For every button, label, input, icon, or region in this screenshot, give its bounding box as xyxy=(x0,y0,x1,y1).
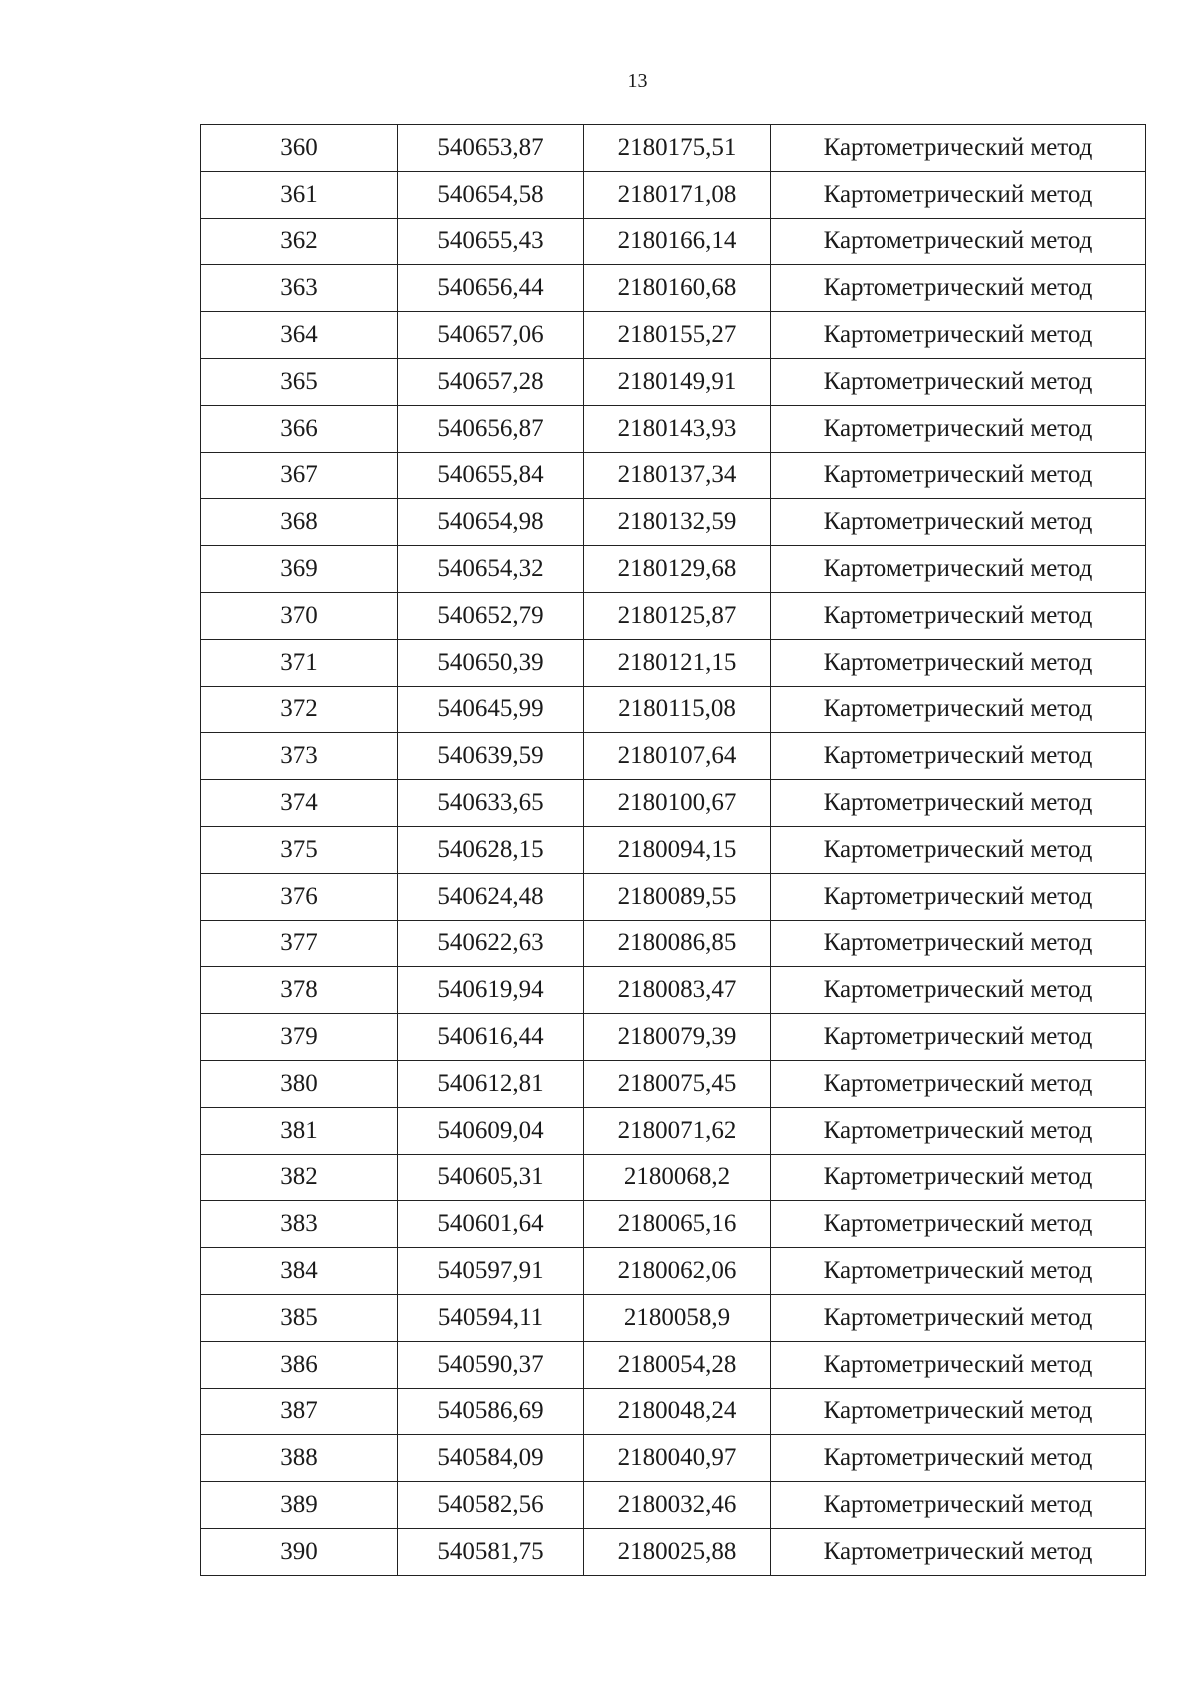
y-coordinate-cell: 2180137,34 xyxy=(584,452,771,499)
method-cell: Картометрический метод xyxy=(771,1014,1146,1061)
x-coordinate-cell: 540597,91 xyxy=(398,1248,584,1295)
y-coordinate-cell: 2180107,64 xyxy=(584,733,771,780)
y-coordinate-cell: 2180054,28 xyxy=(584,1341,771,1388)
y-coordinate-cell: 2180062,06 xyxy=(584,1248,771,1295)
table-row xyxy=(201,1388,1146,1435)
table-row xyxy=(201,1201,1146,1248)
y-coordinate-cell: 2180089,55 xyxy=(584,873,771,920)
point-number-cell: 361 xyxy=(201,171,398,218)
x-coordinate-cell: 540650,39 xyxy=(398,639,584,686)
table-row xyxy=(201,1341,1146,1388)
y-coordinate-cell: 2180132,59 xyxy=(584,499,771,546)
x-coordinate-cell: 540655,84 xyxy=(398,452,584,499)
x-coordinate-cell: 540653,87 xyxy=(398,125,584,172)
point-number-cell: 360 xyxy=(201,125,398,172)
table-row xyxy=(201,920,1146,967)
y-coordinate-cell: 2180129,68 xyxy=(584,546,771,593)
table-row xyxy=(201,1248,1146,1295)
point-number-cell: 386 xyxy=(201,1341,398,1388)
table-row xyxy=(201,312,1146,359)
method-cell: Картометрический метод xyxy=(771,358,1146,405)
x-coordinate-cell: 540654,98 xyxy=(398,499,584,546)
method-cell: Картометрический метод xyxy=(771,1435,1146,1482)
y-coordinate-cell: 2180058,9 xyxy=(584,1294,771,1341)
point-number-cell: 387 xyxy=(201,1388,398,1435)
point-number-cell: 381 xyxy=(201,1107,398,1154)
y-coordinate-cell: 2180149,91 xyxy=(584,358,771,405)
method-cell: Картометрический метод xyxy=(771,592,1146,639)
x-coordinate-cell: 540619,94 xyxy=(398,967,584,1014)
point-number-cell: 375 xyxy=(201,826,398,873)
y-coordinate-cell: 2180115,08 xyxy=(584,686,771,733)
point-number-cell: 380 xyxy=(201,1060,398,1107)
y-coordinate-cell: 2180086,85 xyxy=(584,920,771,967)
x-coordinate-cell: 540657,06 xyxy=(398,312,584,359)
table-row xyxy=(201,1294,1146,1341)
table-row xyxy=(201,1528,1146,1575)
x-coordinate-cell: 540612,81 xyxy=(398,1060,584,1107)
point-number-cell: 368 xyxy=(201,499,398,546)
y-coordinate-cell: 2180160,68 xyxy=(584,265,771,312)
method-cell: Картометрический метод xyxy=(771,639,1146,686)
point-number-cell: 382 xyxy=(201,1154,398,1201)
x-coordinate-cell: 540656,44 xyxy=(398,265,584,312)
table-row xyxy=(201,405,1146,452)
method-cell: Картометрический метод xyxy=(771,1294,1146,1341)
method-cell: Картометрический метод xyxy=(771,218,1146,265)
table-row xyxy=(201,125,1146,172)
table-row xyxy=(201,358,1146,405)
x-coordinate-cell: 540652,79 xyxy=(398,592,584,639)
x-coordinate-cell: 540645,99 xyxy=(398,686,584,733)
y-coordinate-cell: 2180100,67 xyxy=(584,780,771,827)
x-coordinate-cell: 540639,59 xyxy=(398,733,584,780)
method-cell: Картометрический метод xyxy=(771,312,1146,359)
x-coordinate-cell: 540616,44 xyxy=(398,1014,584,1061)
y-coordinate-cell: 2180083,47 xyxy=(584,967,771,1014)
y-coordinate-cell: 2180079,39 xyxy=(584,1014,771,1061)
page-number: 13 xyxy=(627,70,648,92)
table-row xyxy=(201,1107,1146,1154)
x-coordinate-cell: 540633,65 xyxy=(398,780,584,827)
point-number-cell: 383 xyxy=(201,1201,398,1248)
point-number-cell: 366 xyxy=(201,405,398,452)
point-number-cell: 364 xyxy=(201,312,398,359)
table-row xyxy=(201,826,1146,873)
point-number-cell: 367 xyxy=(201,452,398,499)
point-number-cell: 376 xyxy=(201,873,398,920)
method-cell: Картометрический метод xyxy=(771,1060,1146,1107)
method-cell: Картометрический метод xyxy=(771,733,1146,780)
method-cell: Картометрический метод xyxy=(771,546,1146,593)
method-cell: Картометрический метод xyxy=(771,967,1146,1014)
x-coordinate-cell: 540582,56 xyxy=(398,1482,584,1529)
x-coordinate-cell: 540605,31 xyxy=(398,1154,584,1201)
x-coordinate-cell: 540594,11 xyxy=(398,1294,584,1341)
point-number-cell: 390 xyxy=(201,1528,398,1575)
x-coordinate-cell: 540655,43 xyxy=(398,218,584,265)
x-coordinate-cell: 540624,48 xyxy=(398,873,584,920)
point-number-cell: 389 xyxy=(201,1482,398,1529)
table-row xyxy=(201,1154,1146,1201)
y-coordinate-cell: 2180094,15 xyxy=(584,826,771,873)
coordinates-table xyxy=(200,124,1146,1576)
point-number-cell: 369 xyxy=(201,546,398,593)
x-coordinate-cell: 540601,64 xyxy=(398,1201,584,1248)
point-number-cell: 378 xyxy=(201,967,398,1014)
method-cell: Картометрический метод xyxy=(771,920,1146,967)
point-number-cell: 373 xyxy=(201,733,398,780)
method-cell: Картометрический метод xyxy=(771,265,1146,312)
point-number-cell: 365 xyxy=(201,358,398,405)
x-coordinate-cell: 540586,69 xyxy=(398,1388,584,1435)
table-row xyxy=(201,171,1146,218)
method-cell: Картометрический метод xyxy=(771,1482,1146,1529)
method-cell: Картометрический метод xyxy=(771,780,1146,827)
method-cell: Картометрический метод xyxy=(771,125,1146,172)
point-number-cell: 370 xyxy=(201,592,398,639)
y-coordinate-cell: 2180040,97 xyxy=(584,1435,771,1482)
table-row xyxy=(201,546,1146,593)
point-number-cell: 371 xyxy=(201,639,398,686)
method-cell: Картометрический метод xyxy=(771,1388,1146,1435)
point-number-cell: 384 xyxy=(201,1248,398,1295)
method-cell: Картометрический метод xyxy=(771,1154,1146,1201)
method-cell: Картометрический метод xyxy=(771,1201,1146,1248)
table-row xyxy=(201,452,1146,499)
y-coordinate-cell: 2180065,16 xyxy=(584,1201,771,1248)
point-number-cell: 377 xyxy=(201,920,398,967)
y-coordinate-cell: 2180166,14 xyxy=(584,218,771,265)
method-cell: Картометрический метод xyxy=(771,452,1146,499)
x-coordinate-cell: 540654,58 xyxy=(398,171,584,218)
x-coordinate-cell: 540656,87 xyxy=(398,405,584,452)
table-row xyxy=(201,218,1146,265)
x-coordinate-cell: 540657,28 xyxy=(398,358,584,405)
table-row xyxy=(201,1060,1146,1107)
point-number-cell: 372 xyxy=(201,686,398,733)
point-number-cell: 374 xyxy=(201,780,398,827)
y-coordinate-cell: 2180032,46 xyxy=(584,1482,771,1529)
point-number-cell: 363 xyxy=(201,265,398,312)
method-cell: Картометрический метод xyxy=(771,405,1146,452)
y-coordinate-cell: 2180155,27 xyxy=(584,312,771,359)
x-coordinate-cell: 540590,37 xyxy=(398,1341,584,1388)
table-row xyxy=(201,499,1146,546)
y-coordinate-cell: 2180175,51 xyxy=(584,125,771,172)
table-row xyxy=(201,1014,1146,1061)
table-row xyxy=(201,780,1146,827)
x-coordinate-cell: 540628,15 xyxy=(398,826,584,873)
y-coordinate-cell: 2180025,88 xyxy=(584,1528,771,1575)
table-row xyxy=(201,1482,1146,1529)
y-coordinate-cell: 2180171,08 xyxy=(584,171,771,218)
table-row xyxy=(201,592,1146,639)
y-coordinate-cell: 2180071,62 xyxy=(584,1107,771,1154)
y-coordinate-cell: 2180143,93 xyxy=(584,405,771,452)
point-number-cell: 362 xyxy=(201,218,398,265)
y-coordinate-cell: 2180125,87 xyxy=(584,592,771,639)
table-body xyxy=(201,125,1146,1576)
method-cell: Картометрический метод xyxy=(771,171,1146,218)
point-number-cell: 388 xyxy=(201,1435,398,1482)
point-number-cell: 379 xyxy=(201,1014,398,1061)
method-cell: Картометрический метод xyxy=(771,686,1146,733)
x-coordinate-cell: 540581,75 xyxy=(398,1528,584,1575)
y-coordinate-cell: 2180068,2 xyxy=(584,1154,771,1201)
method-cell: Картометрический метод xyxy=(771,1341,1146,1388)
table-row xyxy=(201,873,1146,920)
method-cell: Картометрический метод xyxy=(771,873,1146,920)
x-coordinate-cell: 540622,63 xyxy=(398,920,584,967)
x-coordinate-cell: 540584,09 xyxy=(398,1435,584,1482)
table-row xyxy=(201,967,1146,1014)
table-row xyxy=(201,686,1146,733)
point-number-cell: 385 xyxy=(201,1294,398,1341)
y-coordinate-cell: 2180121,15 xyxy=(584,639,771,686)
table-row xyxy=(201,265,1146,312)
method-cell: Картометрический метод xyxy=(771,1528,1146,1575)
table-row xyxy=(201,733,1146,780)
method-cell: Картометрический метод xyxy=(771,1248,1146,1295)
table-row xyxy=(201,1435,1146,1482)
method-cell: Картометрический метод xyxy=(771,826,1146,873)
x-coordinate-cell: 540609,04 xyxy=(398,1107,584,1154)
table-row xyxy=(201,639,1146,686)
x-coordinate-cell: 540654,32 xyxy=(398,546,584,593)
y-coordinate-cell: 2180075,45 xyxy=(584,1060,771,1107)
y-coordinate-cell: 2180048,24 xyxy=(584,1388,771,1435)
method-cell: Картометрический метод xyxy=(771,1107,1146,1154)
method-cell: Картометрический метод xyxy=(771,499,1146,546)
